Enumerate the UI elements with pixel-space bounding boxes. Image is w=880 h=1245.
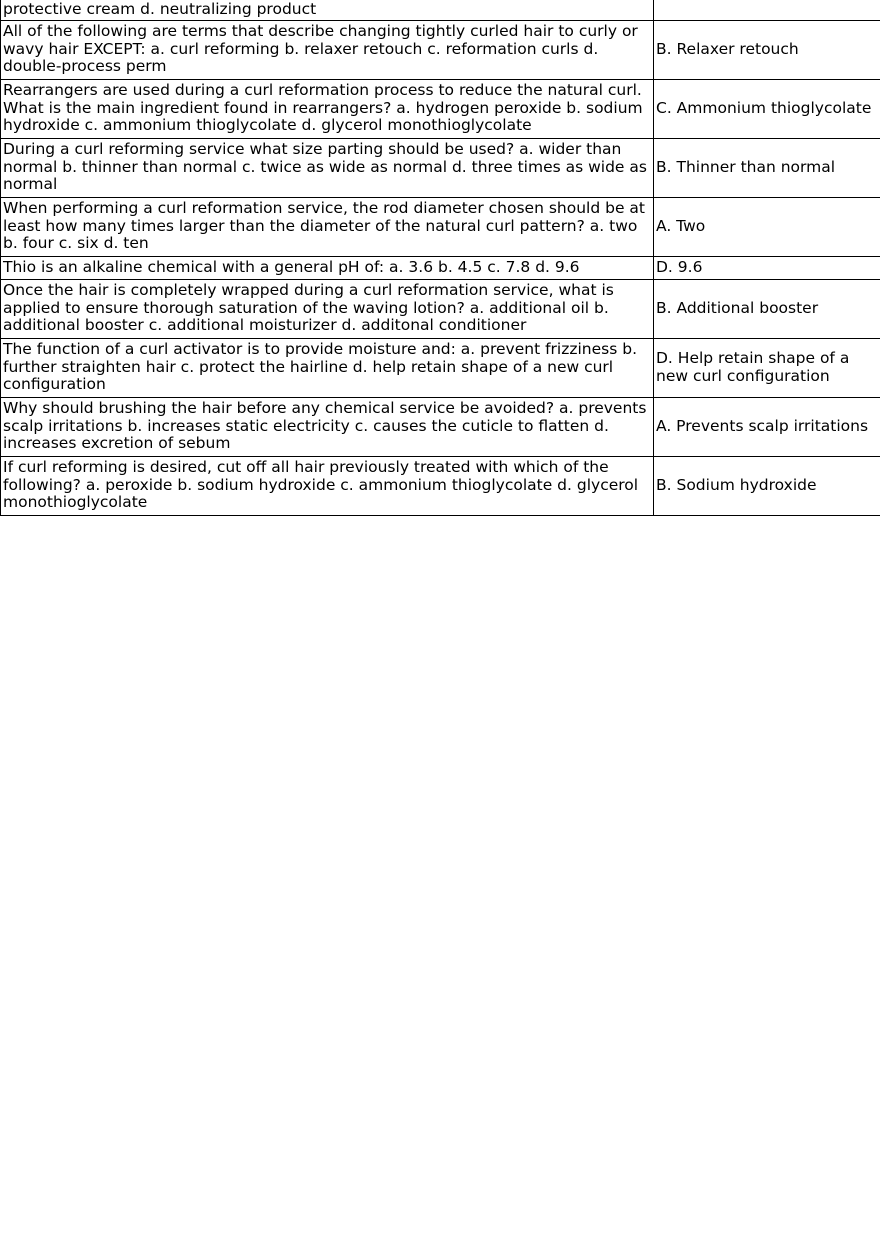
question-cell: All of the following are terms that describe changing tightly curled hair to curly or wavy hair EXCEPT: a. curl reforming b. relaxer retouch c. reformation curls d. double-process perm [1, 20, 654, 79]
answer-cell: B. Sodium hydroxide [654, 456, 880, 515]
table-row [1, 20, 880, 79]
answer-cell: A. Two [654, 197, 880, 256]
table-row [1, 279, 880, 338]
question-cell: Thio is an alkaline chemical with a general pH of: a. 3.6 b. 4.5 c. 7.8 d. 9.6 [1, 256, 654, 279]
table-row [1, 79, 880, 138]
answer-cell: A. Prevents scalp irritations [654, 397, 880, 456]
answer-cell: C. Ammonium thioglycolate [654, 79, 880, 138]
question-cell: Rearrangers are used during a curl reformation process to reduce the natural curl. What is the main ingredient found in rearrangers? a. hydrogen peroxide b. sodium hydroxide c. ammonium thioglycolate d. glycerol monothioglycolate [1, 79, 654, 138]
question-answer-table [0, 0, 880, 516]
table-row [1, 456, 880, 515]
answer-cell [654, 0, 880, 20]
answer-cell: B. Additional booster [654, 279, 880, 338]
answer-cell: B. Thinner than normal [654, 138, 880, 197]
answer-cell: B. Relaxer retouch [654, 20, 880, 79]
question-cell: Why should brushing the hair before any chemical service be avoided? a. prevents scalp irritations b. increases static electricity c. causes the cuticle to flatten d. increases excretion of sebum [1, 397, 654, 456]
question-cell: If curl reforming is desired, cut off all hair previously treated with which of the following? a. peroxide b. sodium hydroxide c. ammonium thioglycolate d. glycerol monothioglycolate [1, 456, 654, 515]
table-row [1, 338, 880, 397]
table-row [1, 138, 880, 197]
question-cell: The function of a curl activator is to provide moisture and: a. prevent frizziness b. further straighten hair c. protect the hairline d. help retain shape of a new curl configuration [1, 338, 654, 397]
answer-cell: D. Help retain shape of a new curl configuration [654, 338, 880, 397]
table-row [1, 0, 880, 20]
question-cell: When performing a curl reformation service, the rod diameter chosen should be at least how many times larger than the diameter of the natural curl pattern? a. two b. four c. six d. ten [1, 197, 654, 256]
question-cell: Once the hair is completely wrapped during a curl reformation service, what is applied to ensure thorough saturation of the waving lotion? a. additional oil b. additional booster c. additional moisturizer d. additonal conditioner [1, 279, 654, 338]
answer-cell: D. 9.6 [654, 256, 880, 279]
question-cell: During a curl reforming service what size parting should be used? a. wider than normal b. thinner than normal c. twice as wide as normal d. three times as wide as normal [1, 138, 654, 197]
question-cell: protective cream d. neutralizing product [1, 0, 654, 20]
table-row [1, 197, 880, 256]
table-row [1, 256, 880, 279]
table-row [1, 397, 880, 456]
